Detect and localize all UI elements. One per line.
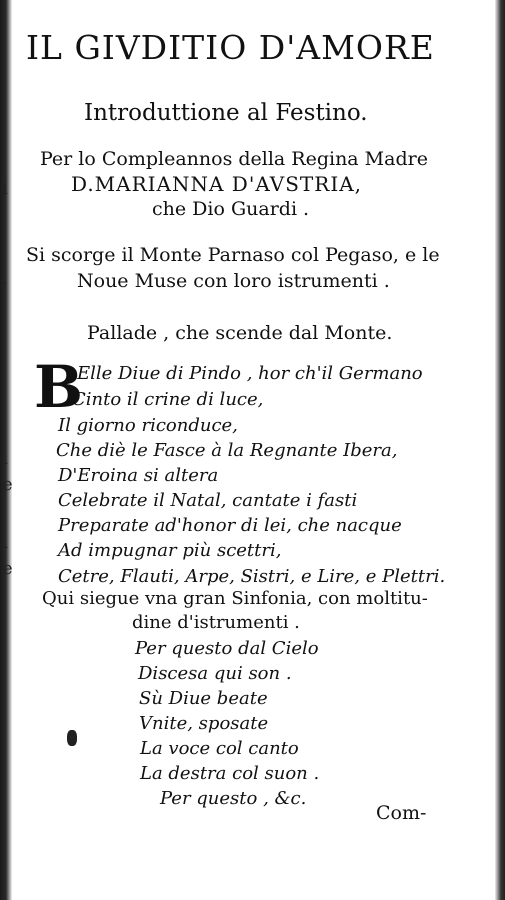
page-gutter-right [495, 0, 505, 900]
verse-line: Elle Diue di Pindo , hor ch'il Germano [77, 363, 423, 384]
bleed-through-char: . [2, 268, 8, 289]
page-title: IL GIVDITIO D'AMORE [26, 28, 435, 67]
dedication-line: Per lo Compleannos della Regina Madre [40, 148, 428, 170]
dedication-name: D.MARIANNA D'AVSTRIA, [71, 172, 363, 196]
song-line: Discesa qui son . [138, 663, 292, 684]
song-line: Vnite, sposate [139, 713, 269, 734]
verse-line: Che diè le Fasce à la Regnante Ibera, [56, 440, 398, 461]
verse-line: Cetre, Flauti, Arpe, Sistri, e Lire, e Plettri. [58, 566, 446, 587]
verse-line: Cinto il crine di luce, [72, 389, 264, 410]
stage-direction: Si scorge il Monte Parnaso col Pegaso, e le [26, 244, 440, 266]
ink-blot [67, 730, 77, 746]
verse-line: Celebrate il Natal, cantate i fasti [58, 490, 358, 511]
verse-line: Ad impugnar più scettri, [58, 540, 282, 561]
verse-line: Il giorno riconduce, [58, 415, 238, 436]
bleed-through-char: - [2, 452, 9, 473]
page-gutter-left [0, 0, 12, 900]
page-subtitle: Introduttione al Festino. [84, 100, 368, 126]
stage-direction: dine d'istrumenti . [132, 612, 300, 633]
catchword: Com- [376, 802, 427, 824]
bleed-through-char: e [2, 558, 13, 579]
song-line: Per questo dal Cielo [135, 638, 319, 659]
verse-line: D'Eroina si altera [58, 465, 219, 486]
song-line: La destra col suon . [140, 763, 320, 784]
bleed-through-char: e [2, 474, 13, 495]
speaker-heading: Pallade , che scende dal Monte. [87, 322, 393, 344]
drop-cap: B [34, 353, 84, 421]
bleed-through-char: - [2, 536, 9, 557]
bleed-through-char: i [2, 178, 8, 199]
song-line: Sù Diue beate [139, 688, 268, 709]
stage-direction: Qui siegue vna gran Sinfonia, con moltitu- [42, 588, 428, 609]
stage-direction: Noue Muse con loro istrumenti . [77, 270, 390, 292]
dedication-line: che Dio Guardi . [152, 198, 310, 220]
song-line: Per questo , &c. [160, 788, 307, 809]
verse-line: Preparate ad'honor di lei, che nacque [58, 515, 402, 536]
song-line: La voce col canto [140, 738, 299, 759]
